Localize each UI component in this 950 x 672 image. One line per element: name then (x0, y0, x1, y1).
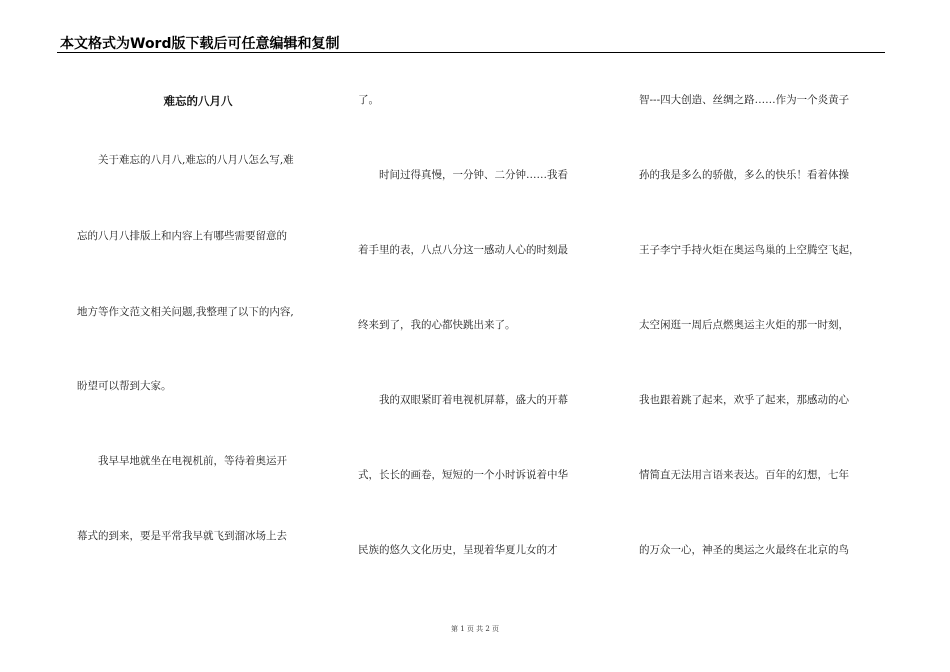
document-header-title: 本文格式为Word版下载后可任意编辑和复制 (60, 36, 340, 52)
text-line: 民族的悠久文化历史，呈现着华夏儿女的才 (358, 544, 558, 556)
text-line: 王子李宁手持火炬在奥运鸟巢的上空腾空飞起， (639, 244, 860, 256)
text-line: 我早早地就坐在电视机前，等待着奥运开 (77, 455, 287, 467)
text-line: 了。 (358, 94, 379, 106)
text-line: 忘的八月八排版上和内容上有哪些需要留意的 (77, 230, 287, 242)
text-line: 盼望可以帮到大家。 (77, 380, 172, 392)
text-line: 终来到了，我的心都快跳出来了。 (358, 319, 516, 331)
header-divider (57, 52, 885, 53)
text-line: 智---四大创造、丝绸之路……作为一个炎黄子 (639, 94, 850, 106)
text-line: 我也跟着跳了起来，欢乎了起来，那感动的心 (639, 394, 849, 406)
text-line: 太空闲逛一周后点燃奥运主火炬的那一时刻， (639, 319, 849, 331)
text-line: 的万众一心，神圣的奥运之火最终在北京的鸟 (639, 544, 849, 556)
text-line: 情简直无法用言语来表达。百年的幻想，七年 (639, 469, 849, 481)
text-line: 关于难忘的八月八,难忘的八月八怎么写,难 (77, 154, 294, 166)
page-number-footer: 第 1 页 共 2 页 (450, 625, 500, 633)
text-line: 孙的我是多么的骄傲，多么的快乐！看着体操 (639, 169, 849, 181)
text-line: 式，长长的画卷，短短的一个小时诉说着中华 (358, 469, 568, 481)
text-line: 着手里的表，八点八分这一感动人心的时刻最 (358, 244, 568, 256)
text-line: 幕式的到来，要是平常我早就飞到溜冰场上去 (77, 530, 287, 542)
article-title: 难忘的八月八 (163, 94, 233, 108)
text-line: 地方等作文范文相关问题,我整理了以下的内容, (77, 306, 294, 318)
text-line: 我的双眼紧盯着电视机屏幕，盛大的开幕 (358, 394, 568, 406)
text-line: 时间过得真慢，一分钟、二分钟……我看 (358, 169, 568, 181)
